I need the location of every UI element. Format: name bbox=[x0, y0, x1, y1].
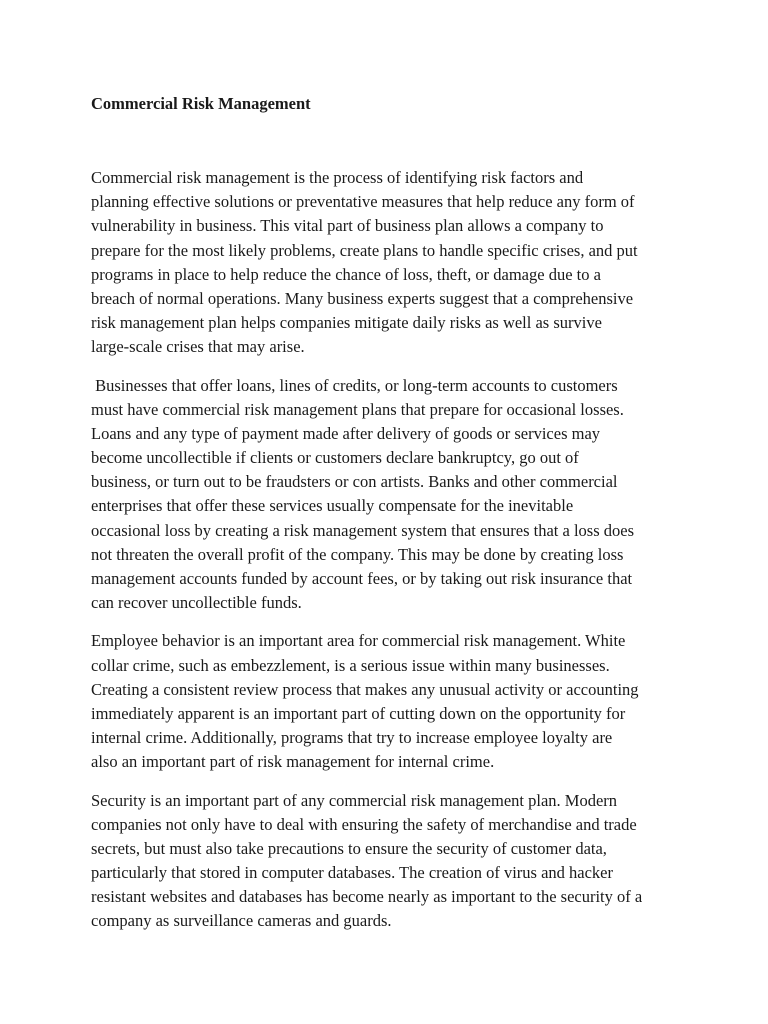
text-line: occasional loss by creating a risk management system that ensures that a loss does bbox=[91, 520, 634, 540]
document-body bbox=[91, 166, 691, 948]
text-line: breach of normal operations. Many business experts suggest that a comprehensive bbox=[91, 288, 634, 308]
text-line: enterprises that offer these services usually compensate for the inevitable bbox=[91, 496, 574, 516]
text-line: large-scale crises that may arise. bbox=[91, 337, 305, 357]
paragraph-3 bbox=[91, 629, 691, 774]
text-line: immediately apparent is an important part of cutting down on the opportunity for bbox=[91, 703, 626, 723]
text-line: must have commercial risk management plans that prepare for occasional losses. bbox=[91, 399, 624, 419]
text-line: particularly that stored in computer databases. The creation of virus and hacker bbox=[91, 863, 613, 883]
text-line: Loans and any type of payment made after delivery of goods or services may bbox=[91, 423, 601, 443]
text-line: Employee behavior is an important area for commercial risk management. White bbox=[91, 631, 626, 651]
text-line: management accounts funded by account fees, or by taking out risk insurance that bbox=[91, 569, 633, 588]
text-line: collar crime, such as embezzlement, is a serious issue within many businesses. bbox=[91, 655, 610, 675]
paragraph-1 bbox=[91, 166, 691, 360]
text-line: vulnerability in business. This vital part of business plan allows a company to bbox=[91, 216, 604, 236]
text-line: programs in place to help reduce the chance of loss, theft, or damage due to a bbox=[91, 264, 601, 284]
document-title: Commercial Risk Management bbox=[91, 94, 311, 113]
text-line: can recover uncollectible funds. bbox=[91, 593, 302, 613]
text-line: Creating a consistent review process that makes any unusual activity or accounting bbox=[91, 679, 639, 699]
paragraph-4 bbox=[91, 789, 691, 934]
text-line: internal crime. Additionally, programs that try to increase employee loyalty are bbox=[91, 728, 613, 748]
text-line: secrets, but must also take precautions to ensure the security of customer data, bbox=[91, 838, 607, 858]
text-line: become uncollectible if clients or customers declare bankruptcy, go out of bbox=[91, 448, 579, 468]
paragraph-2 bbox=[91, 374, 691, 616]
text-line: risk management plan helps companies mitigate daily risks as well as survive bbox=[91, 313, 602, 333]
text-line: Businesses that offer loans, lines of credits, or long-term accounts to customers bbox=[91, 375, 618, 395]
text-line: planning effective solutions or preventative measures that help reduce any form of bbox=[91, 192, 635, 212]
text-line: resistant websites and databases has become nearly as important to the security of a bbox=[91, 887, 643, 907]
text-line: prepare for the most likely problems, create plans to handle specific crises, and put bbox=[91, 240, 638, 260]
text-line: company as surveillance cameras and guards. bbox=[91, 911, 392, 931]
text-line: business, or turn out to be fraudsters or con artists. Banks and other commercial bbox=[91, 472, 618, 492]
text-line: also an important part of risk management for internal crime. bbox=[91, 752, 495, 772]
text-line: not threaten the overall profit of the company. This may be done by creating loss bbox=[91, 544, 624, 564]
text-line: Commercial risk management is the process of identifying risk factors and bbox=[91, 168, 584, 187]
text-line: companies not only have to deal with ensuring the safety of merchandise and trade bbox=[91, 814, 637, 834]
text-line: Security is an important part of any commercial risk management plan. Modern bbox=[91, 790, 618, 810]
